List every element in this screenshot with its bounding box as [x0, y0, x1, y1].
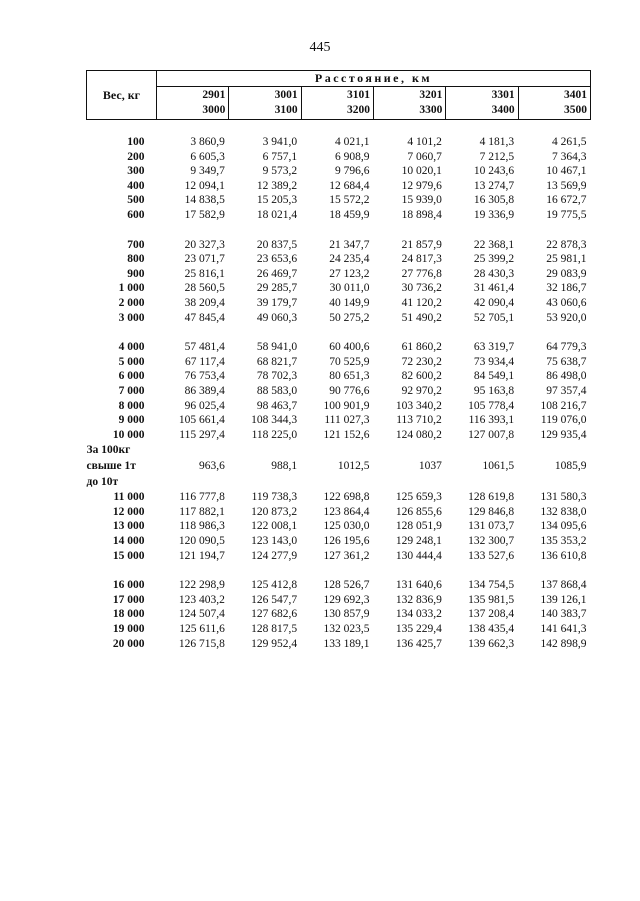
price-cell: 6 605,3	[190, 150, 225, 163]
price-cell: 125 611,6	[179, 623, 225, 636]
table-row	[87, 150, 591, 165]
price-cell: 97 357,4	[546, 384, 587, 397]
price-cell: 126 547,7	[251, 593, 298, 606]
price-cell: 127 682,6	[251, 608, 298, 621]
price-cell: 116 777,8	[179, 491, 225, 504]
price-cell: 12 094,1	[184, 179, 225, 192]
price-cell: 129 952,4	[251, 637, 298, 650]
price-cell: 12 684,4	[329, 179, 370, 192]
price-cell: 40 149,9	[329, 296, 370, 309]
price-cell: 15 572,2	[329, 194, 370, 207]
distance-range-header	[518, 87, 590, 120]
price-cell: 135 353,2	[540, 535, 587, 548]
per-100kg-label-line: до 10т	[86, 476, 119, 489]
price-cell: 26 469,7	[256, 267, 298, 280]
page-number: 445	[309, 40, 331, 55]
weight-cell: 200	[127, 150, 145, 163]
price-cell: 129 692,3	[323, 593, 370, 606]
price-cell: 4 181,3	[479, 136, 515, 148]
table-row	[87, 208, 591, 223]
price-cell: 126 715,8	[178, 637, 225, 650]
price-cell: 95 163,8	[473, 384, 515, 397]
price-cell: 28 430,3	[473, 267, 515, 280]
weight-cell: 400	[127, 179, 145, 192]
table-row	[87, 399, 591, 414]
price-cell: 75 638,7	[546, 355, 587, 368]
price-cell: 103 340,2	[395, 399, 442, 412]
weight-cell: 18 000	[112, 608, 145, 621]
distance-range-row	[87, 87, 591, 120]
price-cell: 132 300,7	[468, 535, 515, 548]
price-cell: 139 662,3	[468, 637, 515, 650]
weight-cell: 17 000	[112, 593, 145, 606]
price-cell: 132 838,0	[540, 505, 587, 518]
table-row	[87, 622, 591, 637]
weight-cell: 9 000	[118, 414, 145, 427]
price-cell: 121 194,7	[178, 549, 225, 562]
price-cell: 124 507,4	[178, 608, 225, 621]
weight-cell: 10 000	[112, 428, 145, 441]
price-cell: 98 463,7	[256, 399, 298, 412]
price-cell: 122 698,8	[323, 491, 370, 504]
price-cell: 27 776,8	[401, 267, 442, 280]
price-cell: 117 882,1	[179, 505, 225, 518]
price-cell: 12 389,2	[256, 179, 298, 192]
weight-cell: 800	[127, 253, 145, 266]
price-cell: 118 225,0	[251, 428, 298, 441]
price-cell: 138 435,4	[468, 623, 515, 636]
per-100kg-row	[87, 442, 591, 490]
per-100kg-label-line: За 100кг	[86, 444, 131, 457]
per-100kg-price-cell: 1037	[418, 459, 442, 472]
price-cell: 57 481,4	[184, 341, 225, 354]
price-cell: 39 179,7	[256, 296, 298, 309]
range-from: 3201	[419, 89, 443, 101]
group-spacer	[87, 325, 591, 340]
price-cell: 27 123,2	[329, 267, 370, 280]
price-cell: 16 305,8	[473, 194, 515, 207]
price-cell: 134 754,5	[468, 579, 515, 592]
price-cell: 126 855,6	[395, 505, 442, 518]
table-row	[87, 505, 591, 520]
price-cell: 129 846,8	[468, 505, 515, 518]
price-cell: 137 868,4	[540, 579, 587, 592]
price-cell: 29 083,9	[546, 267, 587, 280]
price-cell: 108 216,7	[540, 399, 587, 412]
weight-cell: 15 000	[112, 549, 145, 562]
table-row	[87, 384, 591, 399]
price-cell: 50 275,2	[329, 311, 370, 324]
price-cell: 25 399,2	[473, 253, 515, 266]
price-cell: 7 060,7	[407, 150, 442, 163]
price-cell: 125 412,8	[251, 579, 298, 592]
price-cell: 63 319,7	[473, 341, 515, 354]
weight-cell: 700	[127, 238, 145, 251]
price-cell: 76 753,4	[184, 370, 225, 383]
price-cell: 123 864,4	[323, 505, 370, 518]
table-row	[87, 593, 591, 608]
price-cell: 122 008,1	[251, 520, 298, 533]
price-cell: 137 208,4	[468, 608, 515, 621]
price-cell: 29 285,7	[256, 282, 298, 295]
price-cell: 7 364,3	[551, 150, 587, 163]
table-row	[87, 637, 591, 652]
price-cell: 134 033,2	[395, 608, 442, 621]
price-cell: 43 060,6	[546, 296, 587, 309]
price-cell: 16 672,7	[546, 194, 587, 207]
range-to: 3000	[202, 104, 226, 116]
price-cell: 92 970,2	[401, 384, 442, 397]
table-row	[87, 252, 591, 267]
price-cell: 67 117,4	[185, 355, 225, 368]
table-row	[87, 413, 591, 428]
table-row	[87, 519, 591, 534]
price-cell: 61 860,2	[401, 341, 442, 354]
weight-cell: 900	[127, 267, 145, 280]
price-cell: 20 837,5	[256, 238, 298, 251]
table-row	[87, 428, 591, 443]
table-row	[87, 340, 591, 355]
price-cell: 30 011,0	[329, 282, 370, 295]
table-row	[87, 296, 591, 311]
price-cell: 128 051,9	[395, 520, 442, 533]
price-cell: 78 702,3	[256, 370, 298, 383]
price-cell: 53 920,0	[546, 311, 587, 324]
range-from: 3001	[274, 89, 298, 101]
range-to: 3300	[419, 104, 443, 116]
price-cell: 116 393,1	[468, 414, 515, 427]
price-cell: 21 347,7	[329, 238, 370, 251]
price-cell: 3 941,0	[262, 136, 298, 148]
price-cell: 131 640,6	[395, 579, 442, 592]
price-cell: 80 651,3	[329, 370, 370, 383]
price-cell: 136 610,8	[540, 549, 587, 562]
price-cell: 6 908,9	[334, 150, 370, 163]
range-from: 3301	[491, 89, 515, 101]
tariff-table-container	[86, 70, 590, 651]
table-row	[87, 490, 591, 505]
price-cell: 86 389,4	[184, 384, 225, 397]
price-cell: 38 209,4	[184, 296, 225, 309]
weight-cell: 8 000	[118, 399, 145, 412]
table-row	[87, 549, 591, 564]
price-cell: 118 986,3	[179, 520, 225, 533]
distance-range-header	[446, 87, 518, 120]
price-cell: 90 776,6	[329, 384, 370, 397]
price-cell: 100 901,9	[323, 399, 370, 412]
price-cell: 20 327,3	[184, 238, 225, 251]
table-row	[87, 164, 591, 179]
weight-cell: 12 000	[112, 505, 145, 518]
price-cell: 88 583,0	[256, 384, 298, 397]
price-cell: 126 195,6	[323, 535, 370, 548]
price-cell: 6 757,1	[262, 150, 298, 163]
distance-range-header	[229, 87, 301, 120]
price-cell: 42 090,4	[473, 296, 515, 309]
group-spacer	[87, 120, 591, 136]
table-body	[87, 120, 591, 652]
table-row	[87, 311, 591, 326]
price-cell: 125 659,3	[395, 491, 442, 504]
price-cell: 64 779,3	[546, 341, 587, 354]
per-100kg-price-cell: 1061,5	[482, 459, 515, 472]
price-cell: 115 297,4	[179, 428, 225, 441]
price-cell: 73 934,4	[473, 355, 515, 368]
price-cell: 84 549,1	[473, 370, 515, 383]
price-cell: 134 095,6	[540, 520, 587, 533]
price-cell: 17 582,9	[184, 208, 225, 221]
weight-column-header: Вес, кг	[87, 71, 157, 120]
price-cell: 130 857,9	[323, 608, 370, 621]
price-cell: 28 560,5	[184, 282, 225, 295]
price-cell: 25 816,1	[184, 267, 225, 280]
price-cell: 13 569,9	[546, 179, 587, 192]
price-cell: 122 298,9	[178, 579, 225, 592]
price-cell: 4 101,2	[407, 136, 442, 148]
price-cell: 19 775,5	[546, 208, 587, 221]
price-cell: 25 981,1	[546, 253, 587, 266]
price-cell: 49 060,3	[256, 311, 298, 324]
table-row	[87, 607, 591, 622]
price-cell: 21 857,9	[401, 238, 442, 251]
weight-cell: 1 000	[118, 282, 145, 295]
weight-cell: 100	[127, 136, 145, 148]
price-cell: 3 860,9	[190, 136, 225, 148]
table-row	[87, 281, 591, 296]
distance-column-header: Расстояние, км	[157, 71, 591, 87]
group-spacer	[87, 563, 591, 578]
range-from: 2901	[202, 89, 226, 101]
range-from: 3101	[346, 89, 370, 101]
weight-cell: 20 000	[112, 637, 145, 650]
price-cell: 96 025,4	[184, 399, 225, 412]
per-100kg-price-cell: 963,6	[198, 459, 225, 472]
table-row	[87, 534, 591, 549]
weight-cell: 16 000	[112, 579, 145, 592]
price-cell: 15 939,0	[401, 194, 442, 207]
price-cell: 23 653,6	[256, 253, 298, 266]
weight-cell: 3 000	[118, 311, 145, 324]
price-cell: 18 898,4	[401, 208, 442, 221]
price-cell: 128 619,8	[468, 491, 515, 504]
price-cell: 52 705,1	[473, 311, 515, 324]
tariff-table	[86, 70, 591, 651]
weight-cell: 6 000	[118, 370, 145, 383]
price-cell: 10 243,6	[473, 165, 515, 178]
distance-range-header	[301, 87, 373, 120]
table-row	[87, 193, 591, 208]
price-cell: 133 189,1	[323, 637, 370, 650]
price-cell: 135 981,5	[468, 593, 515, 606]
table-row	[87, 179, 591, 194]
range-to: 3100	[274, 104, 298, 116]
price-cell: 124 080,2	[395, 428, 442, 441]
price-cell: 82 600,2	[401, 370, 442, 383]
table-row	[87, 369, 591, 384]
price-cell: 129 248,1	[395, 535, 442, 548]
price-cell: 24 235,4	[329, 253, 370, 266]
price-cell: 13 274,7	[473, 179, 515, 192]
price-cell: 22 878,3	[546, 238, 587, 251]
price-cell: 133 527,6	[468, 549, 515, 562]
price-cell: 108 344,3	[251, 414, 298, 427]
price-cell: 72 230,2	[401, 355, 442, 368]
price-cell: 10 467,1	[546, 165, 587, 178]
price-cell: 10 020,1	[401, 165, 442, 178]
range-to: 3400	[491, 104, 515, 116]
price-cell: 141 641,3	[540, 623, 587, 636]
weight-cell: 19 000	[112, 623, 145, 636]
weight-cell: 4 000	[118, 341, 145, 354]
price-cell: 70 525,9	[329, 355, 370, 368]
price-cell: 12 979,6	[401, 179, 442, 192]
price-cell: 68 821,7	[256, 355, 298, 368]
distance-range-header	[373, 87, 445, 120]
price-cell: 131 073,7	[468, 520, 515, 533]
price-cell: 19 336,9	[473, 208, 515, 221]
weight-cell: 14 000	[112, 535, 145, 548]
per-100kg-price-cell: 1085,9	[554, 459, 587, 472]
per-100kg-label-line: свыше 1т	[86, 460, 136, 473]
price-cell: 9 349,7	[190, 165, 225, 178]
price-cell: 127 007,8	[468, 428, 515, 441]
price-cell: 86 498,0	[546, 370, 587, 383]
price-cell: 60 400,6	[329, 341, 370, 354]
per-100kg-price-cell: 1012,5	[337, 459, 370, 472]
price-cell: 131 580,3	[540, 491, 587, 504]
weight-cell: 13 000	[112, 520, 145, 533]
table-row	[87, 355, 591, 370]
range-from: 3401	[563, 89, 587, 101]
price-cell: 130 444,4	[395, 549, 442, 562]
weight-cell: 600	[127, 208, 145, 221]
price-cell: 18 459,9	[329, 208, 370, 221]
distance-range-header	[157, 87, 229, 120]
price-cell: 14 838,5	[184, 194, 225, 207]
price-cell: 127 361,2	[323, 549, 370, 562]
price-cell: 136 425,7	[395, 637, 442, 650]
price-cell: 142 898,9	[540, 637, 587, 650]
price-cell: 9 796,6	[334, 165, 370, 178]
price-cell: 58 941,0	[256, 341, 298, 354]
price-cell: 23 071,7	[184, 253, 225, 266]
price-cell: 18 021,4	[256, 208, 298, 221]
table-row	[87, 267, 591, 282]
range-to: 3200	[346, 104, 370, 116]
price-cell: 30 736,2	[401, 282, 442, 295]
price-cell: 125 030,0	[323, 520, 370, 533]
price-cell: 4 261,5	[551, 136, 587, 148]
price-cell: 139 126,1	[540, 593, 587, 606]
price-cell: 123 143,0	[251, 535, 298, 548]
price-cell: 32 186,7	[546, 282, 587, 295]
weight-cell: 5 000	[118, 355, 145, 368]
price-cell: 4 021,1	[334, 136, 370, 148]
price-cell: 7 212,5	[479, 150, 515, 163]
weight-cell: 500	[127, 194, 145, 207]
table-header	[87, 71, 591, 120]
price-cell: 121 152,6	[323, 428, 370, 441]
price-cell: 132 836,9	[395, 593, 442, 606]
price-cell: 113 710,2	[396, 414, 442, 427]
per-100kg-price-cell: 988,1	[271, 459, 298, 472]
price-cell: 123 403,2	[178, 593, 225, 606]
price-cell: 128 817,5	[251, 623, 298, 636]
price-cell: 105 778,4	[468, 399, 515, 412]
price-cell: 128 526,7	[323, 579, 370, 592]
per-100kg-label	[87, 442, 157, 490]
price-cell: 120 090,5	[178, 535, 225, 548]
price-cell: 124 277,9	[251, 549, 298, 562]
price-cell: 15 205,3	[256, 194, 298, 207]
price-cell: 119 076,0	[540, 414, 587, 427]
price-cell: 140 383,7	[540, 608, 587, 621]
price-cell: 31 461,4	[473, 282, 515, 295]
table-row	[87, 578, 591, 593]
price-cell: 135 229,4	[395, 623, 442, 636]
price-cell: 120 873,2	[251, 505, 298, 518]
price-cell: 111 027,3	[324, 414, 370, 427]
price-cell: 24 817,3	[401, 253, 442, 266]
price-cell: 22 368,1	[473, 238, 515, 251]
price-cell: 105 661,4	[178, 414, 225, 427]
price-cell: 132 023,5	[323, 623, 370, 636]
weight-cell: 300	[127, 165, 145, 178]
price-cell: 41 120,2	[401, 296, 442, 309]
weight-cell: 2 000	[118, 296, 145, 309]
table-row	[87, 135, 591, 150]
price-cell: 47 845,4	[184, 311, 225, 324]
table-row	[87, 238, 591, 253]
weight-cell: 7 000	[118, 384, 145, 397]
price-cell: 51 490,2	[401, 311, 442, 324]
weight-cell: 11 000	[113, 491, 145, 504]
price-cell: 9 573,2	[262, 165, 298, 178]
group-spacer	[87, 223, 591, 238]
price-cell: 129 935,4	[540, 428, 587, 441]
price-cell: 119 738,3	[251, 491, 298, 504]
range-to: 3500	[563, 104, 587, 116]
